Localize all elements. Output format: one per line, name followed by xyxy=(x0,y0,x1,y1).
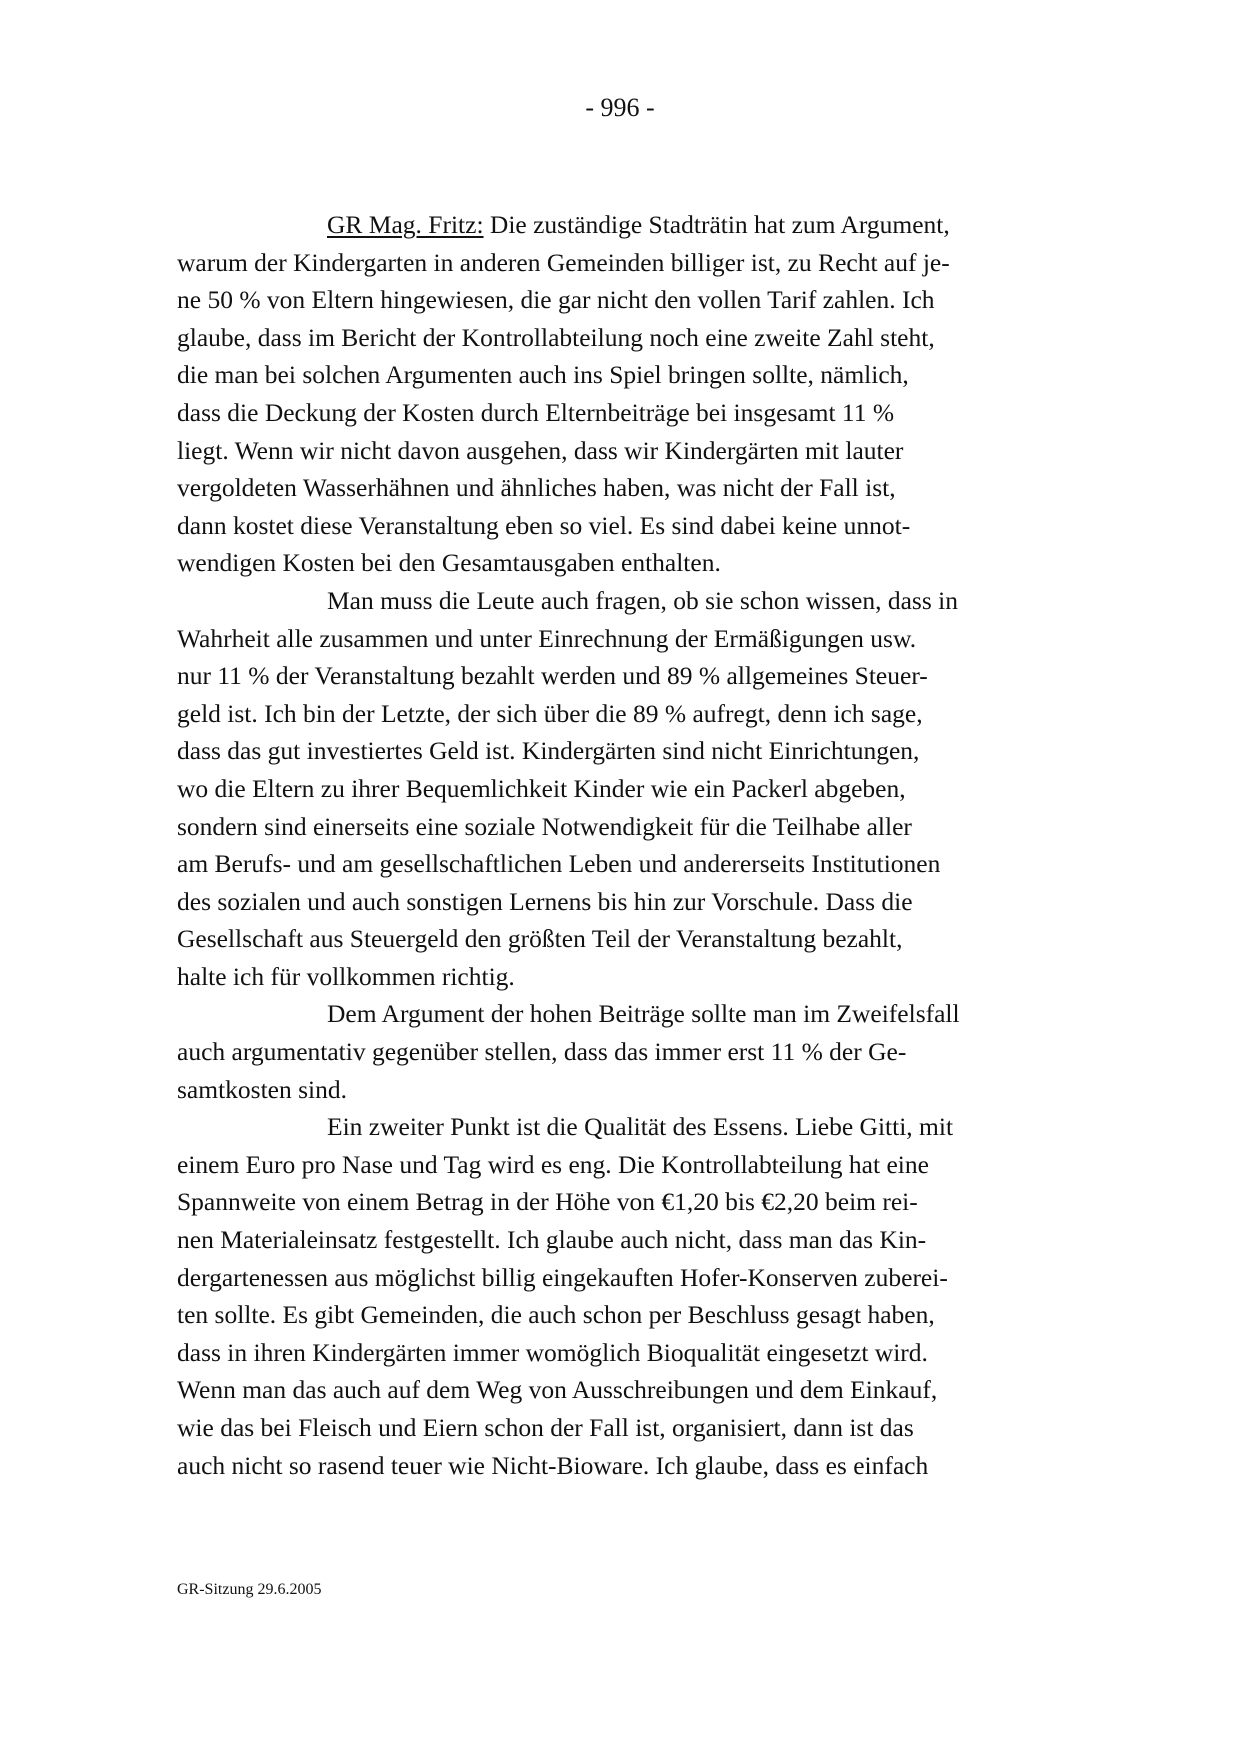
text-line: liegt. Wenn wir nicht davon ausgehen, dass wir Kindergärten mit lauter xyxy=(177,435,904,465)
page-number: - 996 - xyxy=(585,93,655,122)
text-line: dass das gut investiertes Geld ist. Kindergärten sind nicht Einrichtungen, xyxy=(177,736,920,766)
text-line: wo die Eltern zu ihrer Bequemlichkeit Kinder wie ein Packerl abgeben, xyxy=(177,773,906,803)
text-line: Ein zweiter Punkt ist die Qualität des Essens. Liebe Gitti, mit xyxy=(327,1112,954,1142)
text-line: auch nicht so rasend teuer wie Nicht-Bioware. Ich glaube, dass es einfach xyxy=(177,1450,929,1480)
text-line: am Berufs- und am gesellschaftlichen Leben und andererseits Institutionen xyxy=(177,849,941,879)
text-line: ten sollte. Es gibt Gemeinden, die auch schon per Beschluss gesagt haben, xyxy=(177,1300,935,1330)
text-line: nen Materialeinsatz festgestellt. Ich glaube auch nicht, dass man das Kin- xyxy=(177,1225,927,1255)
text-line: wie das bei Fleisch und Eiern schon der Fall ist, organisiert, dann ist das xyxy=(177,1413,914,1442)
text-line: auch argumentativ gegenüber stellen, dass das immer erst 11 % der Ge- xyxy=(177,1037,907,1067)
text-line: dann kostet diese Veranstaltung eben so viel. Es sind dabei keine unnot- xyxy=(177,510,911,540)
text-line: glaube, dass im Bericht der Kontrollabteilung noch eine zweite Zahl steht, xyxy=(177,322,935,352)
text-line: ne 50 % von Eltern hingewiesen, die gar nicht den vollen Tarif zahlen. Ich xyxy=(177,285,935,315)
text-line: Wahrheit alle zusammen und unter Einrechnung der Ermäßigungen usw. xyxy=(177,623,917,653)
text-line: Gesellschaft aus Steuergeld den größten Teil der Veranstaltung bezahlt, xyxy=(177,924,903,954)
paragraph-1-line xyxy=(177,206,1067,244)
text-line: des sozialen und auch sonstigen Lernens bis hin zur Vorschule. Dass die xyxy=(177,886,913,916)
text-line: dass in ihren Kindergärten immer womöglich Bioqualität eingesetzt wird. xyxy=(177,1337,928,1367)
text-line: Dem Argument der hohen Beiträge sollte man im Zweifelsfall xyxy=(327,999,960,1029)
text-line: Man muss die Leute auch fragen, ob sie schon wissen, dass in xyxy=(327,585,958,615)
text-line: warum der Kindergarten in anderen Gemeinden billiger ist, zu Recht auf je- xyxy=(177,247,950,277)
text-line: wendigen Kosten bei den Gesamtausgaben enthalten. xyxy=(177,548,721,578)
text-line: samtkosten sind. xyxy=(177,1074,347,1104)
footer-session-date: GR-Sitzung 29.6.2005 xyxy=(177,1581,322,1598)
text-line: vergoldeten Wasserhähnen und ähnliches haben, was nicht der Fall ist, xyxy=(177,473,896,503)
text-line: einem Euro pro Nase und Tag wird es eng. Die Kontrollabteilung hat eine xyxy=(177,1149,929,1179)
text-line: halte ich für vollkommen richtig. xyxy=(177,961,515,991)
text-line: Die zuständige Stadträtin hat zum Argument, xyxy=(483,210,950,239)
text-line: geld ist. Ich bin der Letzte, der sich über die 89 % aufregt, denn ich sage, xyxy=(177,698,923,728)
transcript-body xyxy=(177,206,1067,1484)
text-line: dass die Deckung der Kosten durch Elternbeiträge bei insgesamt 11 % xyxy=(177,397,895,427)
text-line: nur 11 % der Veranstaltung bezahlt werden und 89 % allgemeines Steuer- xyxy=(177,661,928,691)
text-line: dergartenessen aus möglichst billig eingekauften Hofer-Konserven zuberei- xyxy=(177,1262,948,1292)
text-line: Spannweite von einem Betrag in der Höhe von €1,20 bis €2,20 beim rei- xyxy=(177,1187,918,1217)
speaker-name: GR Mag. Fritz: xyxy=(327,210,484,239)
text-line: Wenn man das auch auf dem Weg von Ausschreibungen und dem Einkauf, xyxy=(177,1375,938,1405)
text-line: sondern sind einerseits eine soziale Notwendigkeit für die Teilhabe aller xyxy=(177,811,912,841)
text-line: die man bei solchen Argumenten auch ins Spiel bringen sollte, nämlich, xyxy=(177,360,909,390)
